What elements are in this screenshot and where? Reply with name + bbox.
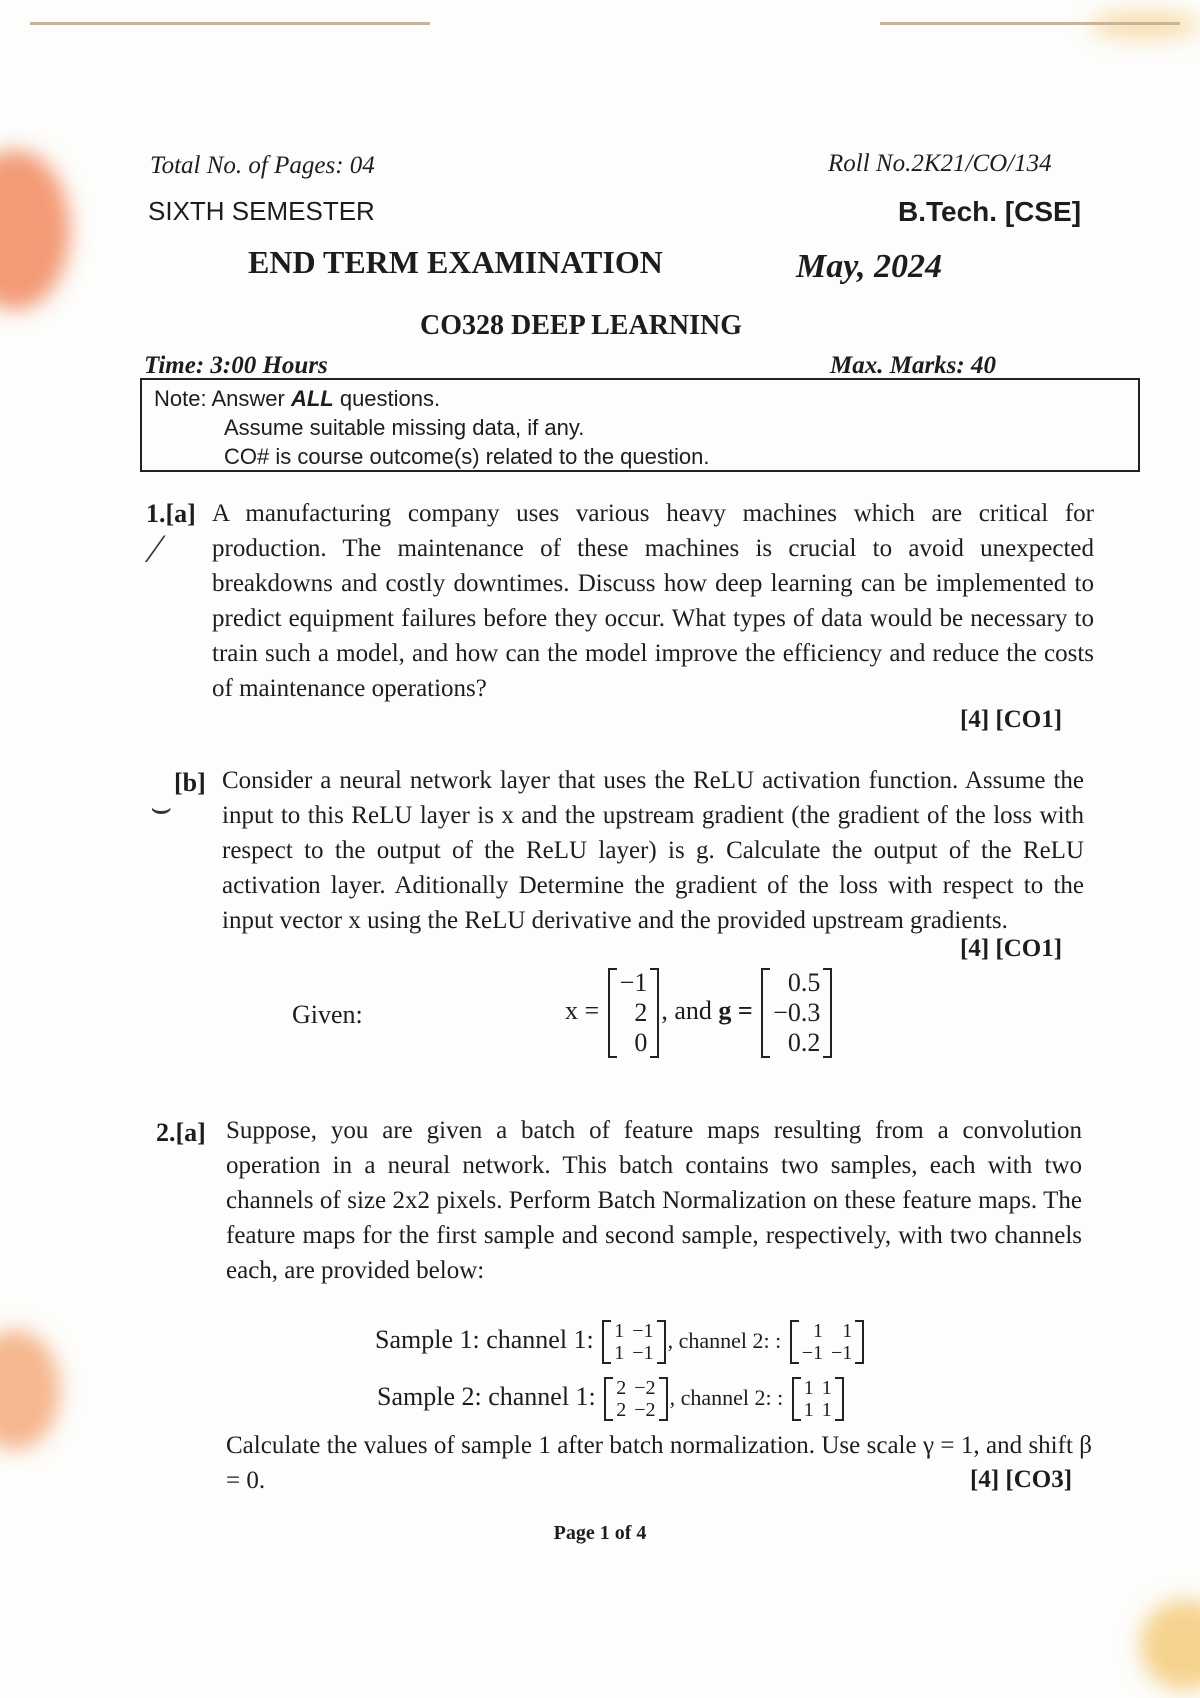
scan-edge-line: [30, 22, 430, 25]
note-line-1: Note: Answer ALL questions.: [154, 386, 441, 411]
g-entry: 0.2: [787, 1028, 821, 1057]
checkmark-icon: ⁄: [152, 526, 159, 571]
page-number: Page 1 of 4: [553, 1522, 647, 1544]
sample-1-channel-1: 1 −1 1 −1: [602, 1320, 665, 1364]
instructions-box: [140, 378, 1140, 472]
note-line-2: Assume suitable missing data, if any.: [224, 415, 585, 440]
semester: SIXTH SEMESTER: [148, 196, 375, 226]
question-number: 1.[a]: [146, 499, 196, 528]
question-2a-closing: Calculate the values of sample 1 after batch normalization. Use scale γ = 1, and shift β = 0.: [226, 1432, 1092, 1494]
question-1a-marks: [4] [CO1]: [960, 706, 1063, 733]
sample-1-row: Sample 1: channel 1: 1 −1 1 −1 , channel 2: : 1 1 −1 −1: [375, 1320, 866, 1364]
checkmark-icon: ⌣: [150, 790, 173, 827]
orange-smudge: [0, 1330, 60, 1450]
sample-2-channel-1: 2 −2 2 −2: [604, 1377, 667, 1421]
note-line-3: CO# is course outcome(s) related to the question.: [224, 444, 710, 469]
exam-title: END TERM EXAMINATION: [248, 244, 663, 280]
g-vector: [761, 968, 832, 1058]
g-entry: 0.5: [787, 968, 821, 997]
x-vector: [608, 968, 660, 1058]
question-part-label: [b]: [174, 768, 206, 797]
yellow-smudge: [1090, 10, 1200, 40]
max-marks: Max. Marks: 40: [830, 352, 996, 379]
x-label: x =: [565, 995, 600, 1025]
x-entry: −1: [619, 968, 648, 997]
g-label: g =: [718, 995, 753, 1025]
roll-number: Roll No.2K21/CO/134: [828, 150, 1052, 177]
g-entry: −0.3: [773, 998, 821, 1027]
orange-smudge: [0, 150, 70, 310]
sample-1-channel-2: 1 1 −1 −1: [790, 1320, 865, 1364]
given-vectors: [565, 968, 834, 1058]
given-label: Given:: [292, 1000, 363, 1029]
time-allowed: Time: 3:00 Hours: [144, 352, 328, 379]
question-2a-text: Suppose, you are given a batch of feature maps resulting from a convolution operation in a neural network. This batch contains two samples, each with two channels of size 2x2 pixels. Perform Batch Normalization on these feature maps. The feature maps for the first sample and second sample, respectively, with two channels each, are provided below:: [226, 1117, 1082, 1284]
orange-smudge: [1140, 1600, 1200, 1690]
question-number: 2.[a]: [156, 1118, 206, 1147]
program: B.Tech. [CSE]: [898, 196, 1082, 227]
exam-date: May, 2024: [796, 248, 943, 285]
scan-edge-line: [880, 22, 1180, 25]
course-title: CO328 DEEP LEARNING: [420, 310, 743, 341]
and-label: , and: [661, 995, 712, 1025]
x-entry: 2: [634, 998, 648, 1027]
question-1a-text: A manufacturing company uses various heavy machines which are critical for production. The maintenance of these machines is crucial to avoid unexpected breakdowns and costly downtimes. Discuss how deep learning can be implemented to predict equipment failures before they occur. What types of data would be necessary to train such a model, and how can the model improve the efficiency and reduce the costs of maintenance operations?: [212, 500, 1094, 702]
x-entry: 0: [634, 1028, 648, 1057]
question-1b-marks: [4] [CO1]: [960, 935, 1063, 962]
question-2a-marks: [4] [CO3]: [970, 1466, 1073, 1493]
sample-2-channel-2: 1 1 1 1: [792, 1377, 844, 1421]
total-pages: Total No. of Pages: 04: [150, 152, 375, 179]
sample-2-row: Sample 2: channel 1: 2 −2 2 −2 , channel 2: : 1 1 1 1: [377, 1377, 846, 1421]
question-1b-text: Consider a neural network layer that uses the ReLU activation function. Assume the input to this ReLU layer is x and the upstream gradient (the gradient of the loss with respect to the output of the ReLU layer) is g. Calculate the output of the ReLU activation layer. Aditionally Determine the gradient of the loss with respect to the input vector x using the ReLU derivative and the provided upstream gradients.: [222, 767, 1084, 934]
